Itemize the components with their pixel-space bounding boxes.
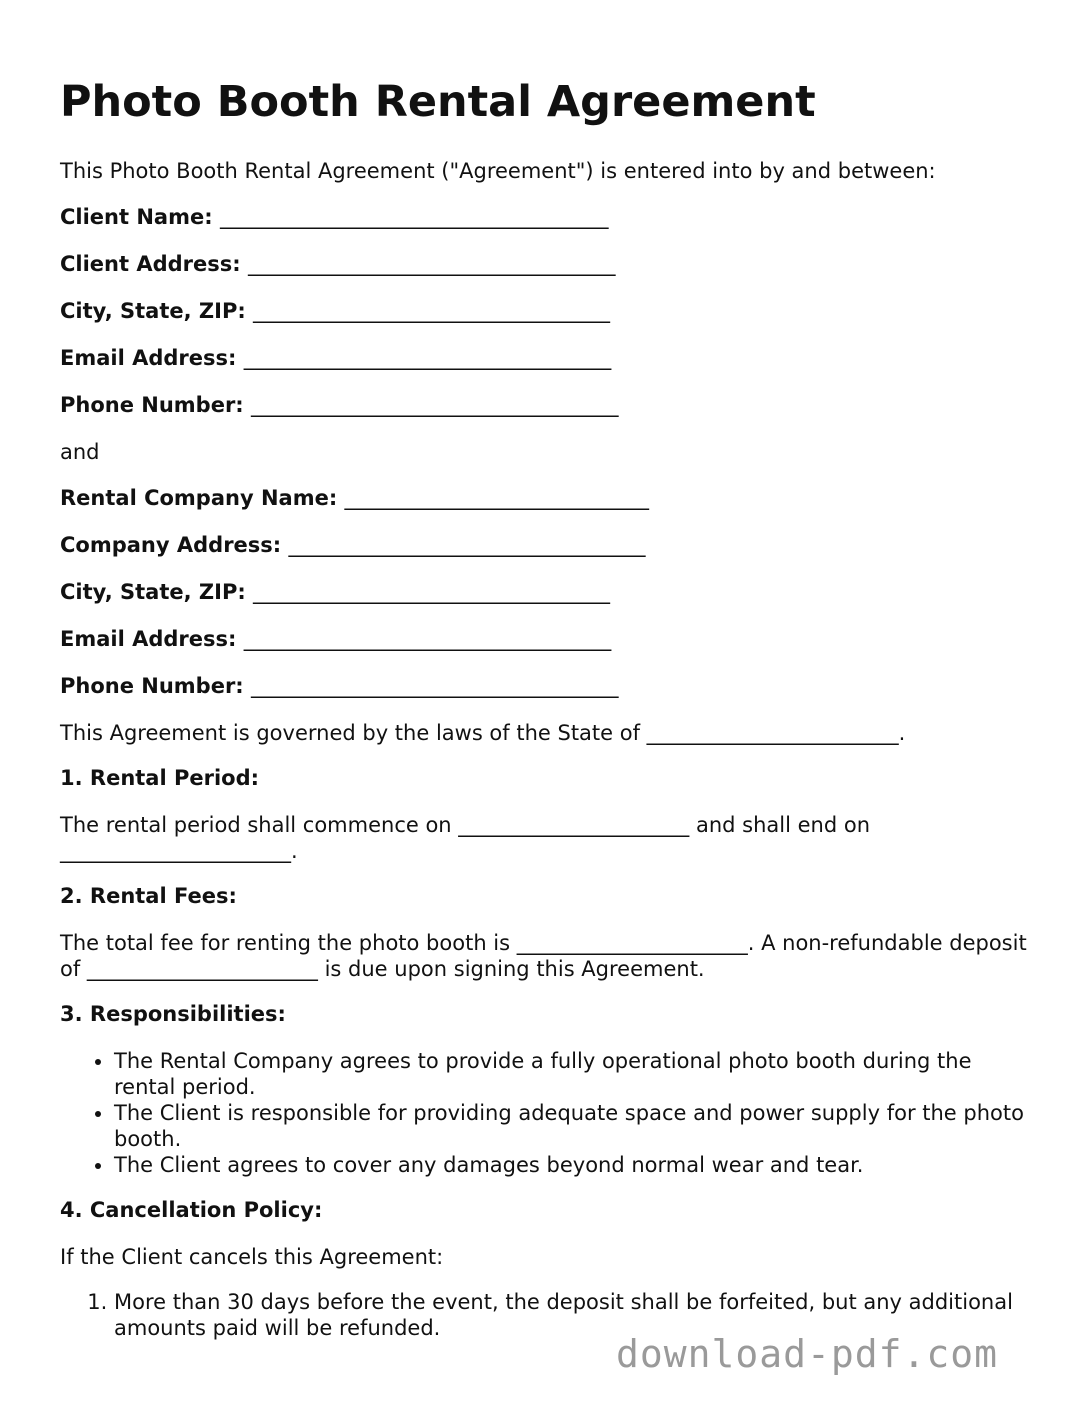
client-city-state-zip-field [60,298,1030,324]
client-email-field [60,345,1030,371]
document-page [60,74,1030,1360]
section-heading-responsibilities: 3. Responsibilities: [60,1002,286,1026]
field-blank: ___________________________________ [243,346,612,370]
client-phone-field [60,392,1030,418]
field-blank: _____________________________________ [219,205,609,229]
field-label: City, State, ZIP: [60,299,246,323]
field-label: Rental Company Name: [60,486,338,510]
list-item: • The Rental Company agrees to provide a fully operational photo booth during the rental period. [114,1048,1030,1100]
watermark: download-pdf.com [616,1332,999,1376]
company-email-field [60,626,1030,652]
field-label: Email Address: [60,627,237,651]
field-blank: __________________________________ [253,299,611,323]
rental-fees-paragraph: The total fee for renting the photo booth is ______________________. A non-refundable deposit of ______________________ is due upon signing this Agreement. [60,931,1027,981]
field-label: Client Name: [60,205,213,229]
client-address-field [60,251,1030,277]
field-label: Email Address: [60,346,237,370]
company-address-field [60,532,1030,558]
field-blank: __________________________________ [288,533,646,557]
governing-law-paragraph: This Agreement is governed by the laws of the State of ________________________. [60,721,906,745]
cancellation-intro: If the Client cancels this Agreement: [60,1245,444,1269]
section-heading-rental-period: 1. Rental Period: [60,766,260,790]
and-separator: and [60,440,100,464]
field-label: Client Address: [60,252,241,276]
intro-paragraph: This Photo Booth Rental Agreement ("Agreement") is entered into by and between: [60,159,936,183]
responsibilities-list [60,1048,1030,1178]
field-blank: ___________________________________ [251,393,619,417]
field-label: Phone Number: [60,393,244,417]
page-title: Photo Booth Rental Agreement [60,77,816,127]
company-name-field [60,485,1030,511]
field-blank: ___________________________________ [247,252,616,276]
field-label: City, State, ZIP: [60,580,246,604]
list-item: • The Client is responsible for providing adequate space and power supply for the photo booth. [114,1100,1030,1152]
client-name-field [60,204,1030,230]
company-phone-field [60,673,1030,699]
field-label: Phone Number: [60,674,244,698]
list-item: • The Client agrees to cover any damages beyond normal wear and tear. [114,1152,1030,1178]
rental-period-paragraph: The rental period shall commence on ______________________ and shall end on ______________________. [60,813,871,863]
company-city-state-zip-field [60,579,1030,605]
field-label: Company Address: [60,533,282,557]
section-heading-rental-fees: 2. Rental Fees: [60,884,237,908]
section-heading-cancellation: 4. Cancellation Policy: [60,1198,323,1222]
list-item: 1. More than 30 days before the event, the deposit shall be forfeited, but any additional amounts paid will be refunded. [114,1289,1030,1341]
field-blank: __________________________________ [253,580,611,604]
field-blank: ___________________________________ [243,627,612,651]
field-blank: _____________________________ [344,486,650,510]
field-blank: ___________________________________ [251,674,619,698]
